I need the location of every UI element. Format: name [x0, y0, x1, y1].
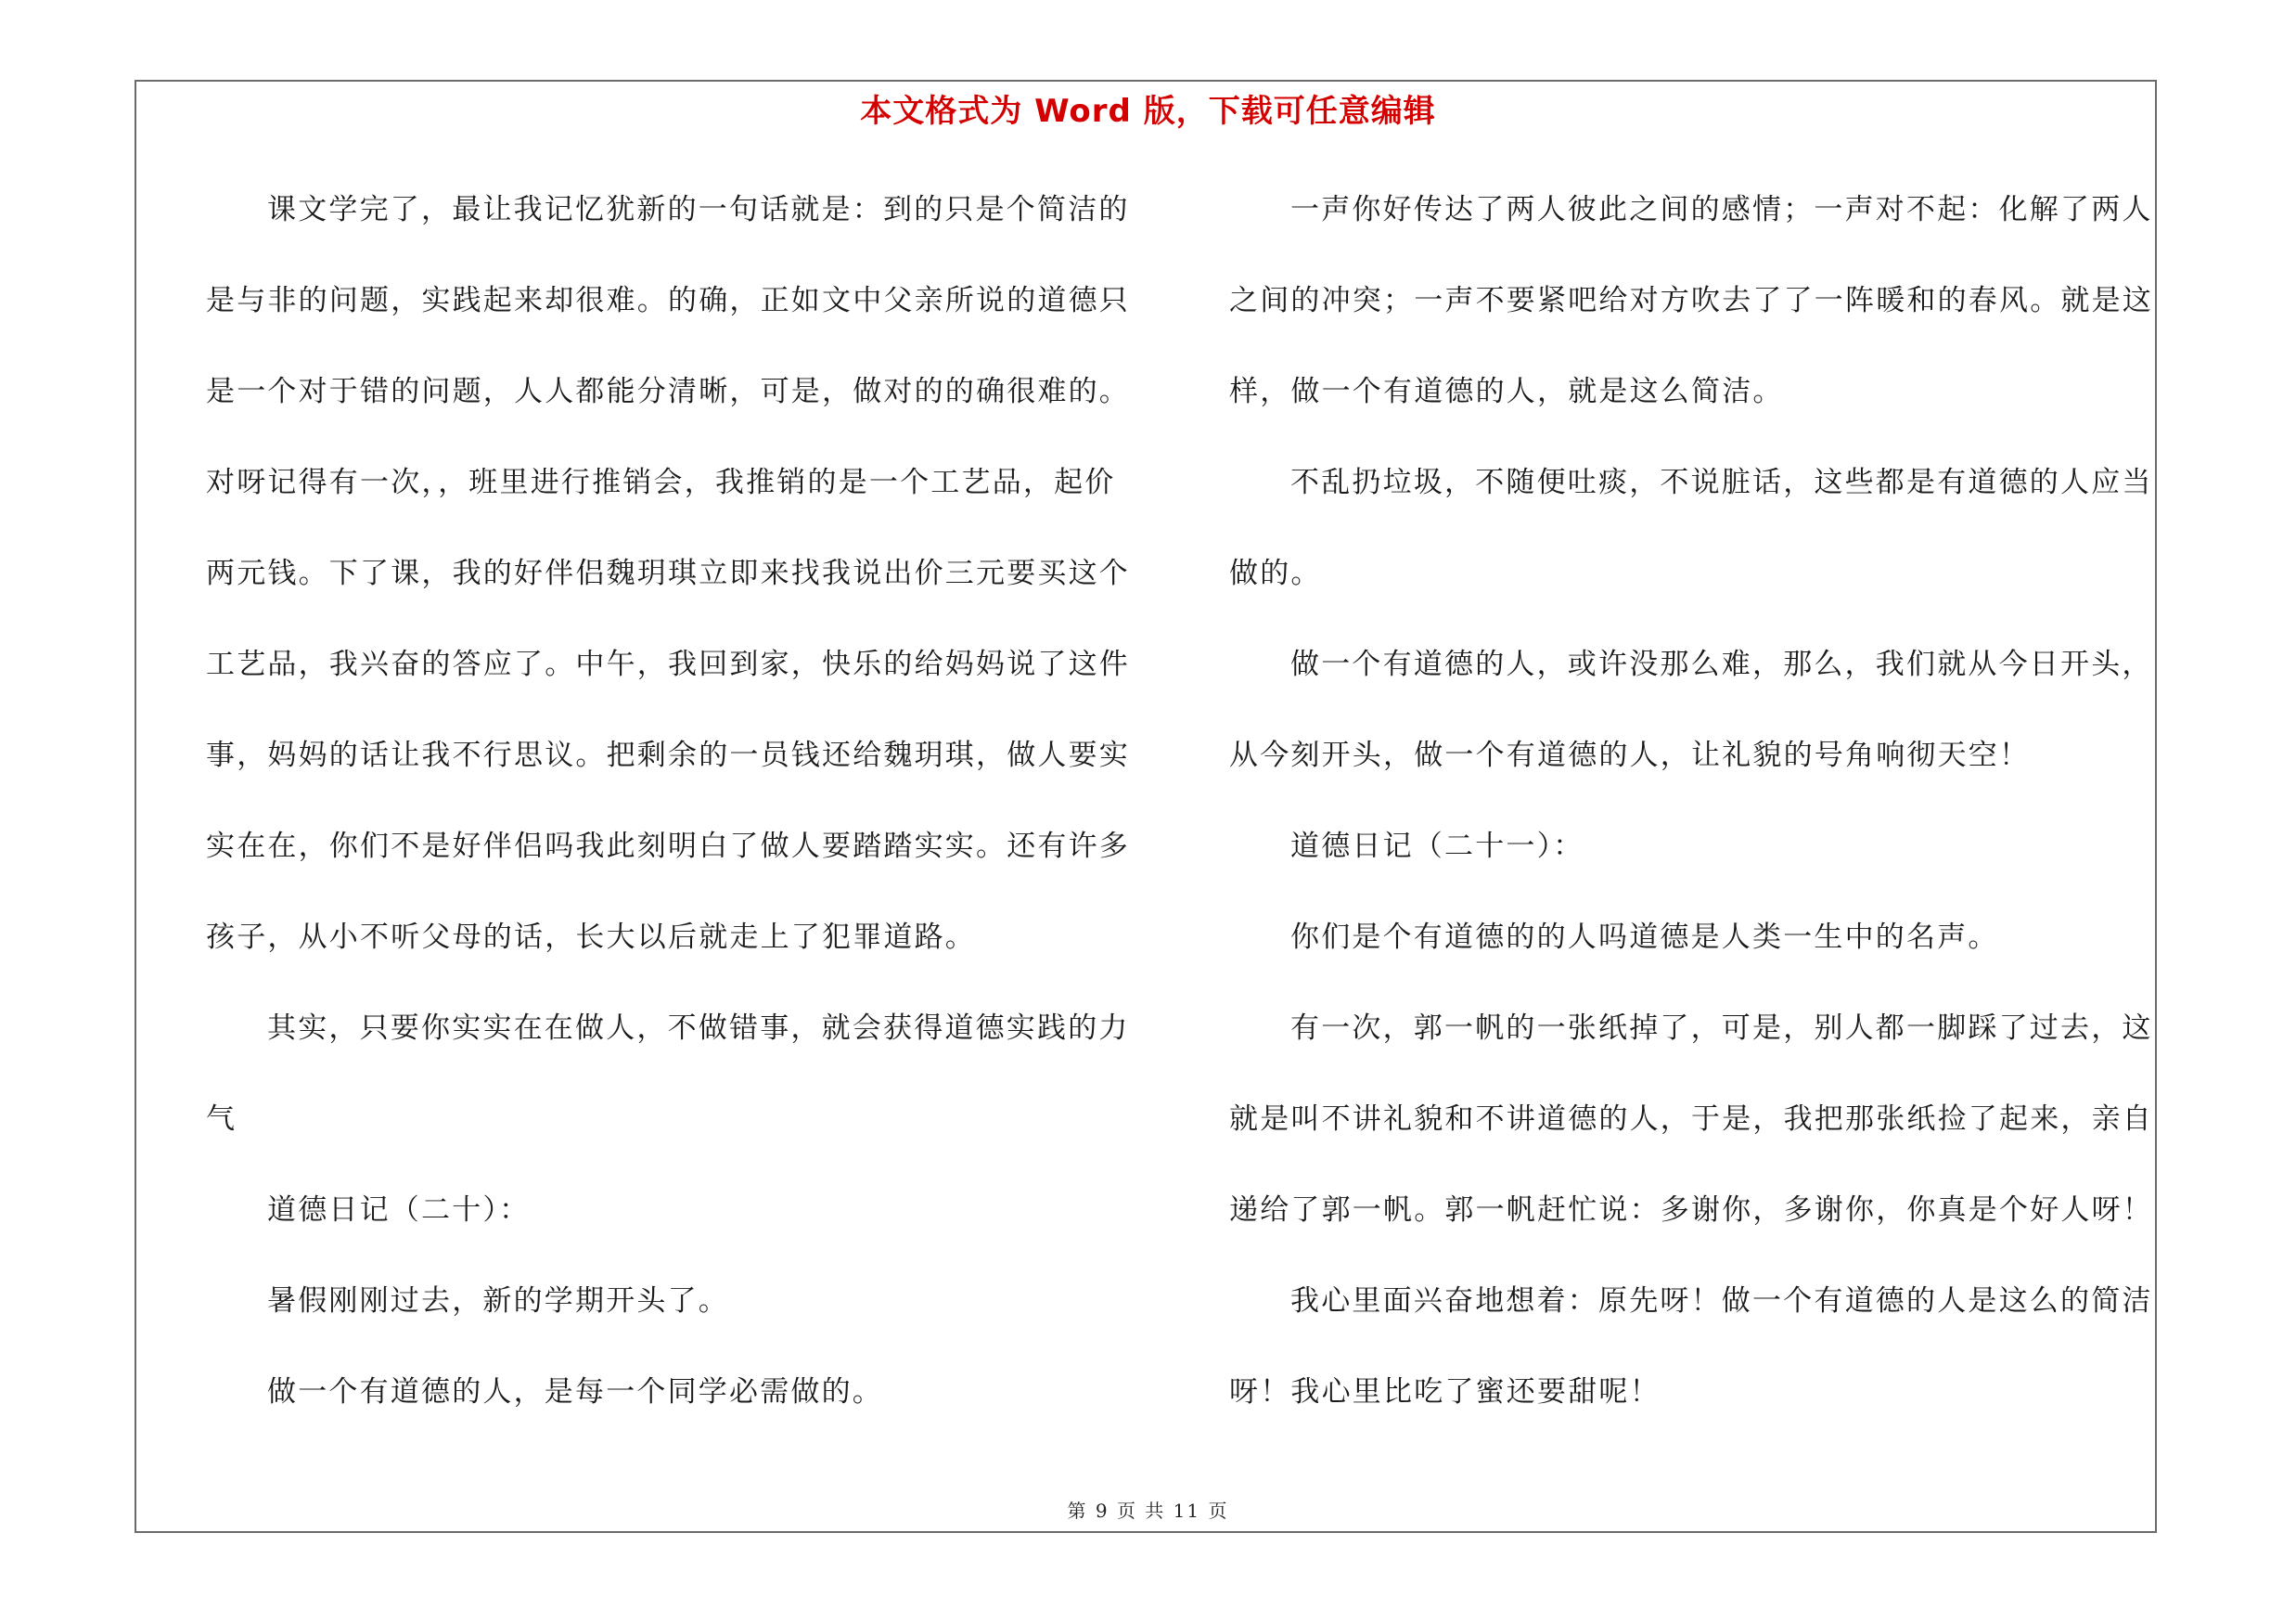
text-line: 课文学完了，最让我记忆犹新的一句话就是：到的只是个简洁的: [267, 193, 1130, 226]
left-text-column: [206, 184, 1134, 1457]
right-text-column: [1229, 184, 2157, 1457]
text-line: 实在在，你们不是好伴侣吗我此刻明白了做人要踏踏实实。还有许多: [206, 830, 1130, 863]
text-line: 一声你好传达了两人彼此之间的感情；一声对不起：化解了两人: [1290, 193, 2153, 226]
text-line: 两元钱。下了课，我的好伴侣魏玥琪立即来找我说出价三元要买这个: [206, 557, 1130, 590]
text-line: 孩子，从小不听父母的话，长大以后就走上了犯罪道路。: [206, 921, 976, 954]
text-line: 事，妈妈的话让我不行思议。把剩余的一员钱还给魏玥琪，做人要实: [206, 739, 1130, 772]
text-line: 我心里面兴奋地想着：原先呀！做一个有道德的人是这么的简洁: [1290, 1284, 2153, 1318]
text-line: 之间的冲突；一声不要紧吧给对方吹去了了一阵暖和的春风。就是这: [1229, 284, 2153, 317]
text-line: 是与非的问题，实践起来却很难。的确，正如文中父亲所说的道德只: [206, 284, 1130, 317]
word-format-banner: 本文格式为 Word 版，下载可任意编辑: [860, 93, 1436, 130]
text-line: 就是叫不讲礼貌和不讲道德的人，于是，我把那张纸捡了起来，亲自: [1229, 1102, 2153, 1136]
text-line: 是一个对于错的问题，人人都能分清晰，可是，做对的的确很难的。: [206, 375, 1130, 408]
page-number-footer: 第 9 页 共 11 页: [1067, 1500, 1229, 1522]
text-line: 做一个有道德的人，是每一个同学必需做的。: [267, 1375, 883, 1409]
text-line: 工艺品，我兴奋的答应了。中午，我回到家，快乐的给妈妈说了这件: [206, 648, 1130, 681]
text-line: 道德日记（二十）：: [267, 1193, 531, 1227]
text-line: 气: [206, 1102, 237, 1136]
text-line: 有一次，郭一帆的一张纸掉了，可是，别人都一脚踩了过去，这: [1290, 1011, 2153, 1045]
text-line: 做一个有道德的人，或许没那么难，那么，我们就从今日开头，: [1290, 648, 2153, 681]
text-line: 你们是个有道德的的人吗道德是人类一生中的名声。: [1290, 921, 1999, 954]
text-line: 递给了郭一帆。郭一帆赶忙说：多谢你，多谢你，你真是个好人呀！: [1229, 1193, 2153, 1227]
text-line: 样，做一个有道德的人，就是这么简洁。: [1229, 375, 1784, 408]
text-line: 呀！我心里比吃了蜜还要甜呢！: [1229, 1375, 1661, 1409]
text-line: 从今刻开头，做一个有道德的人，让礼貌的号角响彻天空！: [1229, 739, 2031, 772]
text-line: 其实，只要你实实在在做人，不做错事，就会获得道德实践的力: [267, 1011, 1130, 1045]
text-line: 对呀记得有一次，，班里进行推销会，我推销的是一个工艺品，起价: [206, 466, 1116, 499]
text-line: 不乱扔垃圾，不随便吐痰，不说脏话，这些都是有道德的人应当: [1290, 466, 2153, 499]
text-line: 暑假刚刚过去，新的学期开头了。: [267, 1284, 729, 1318]
text-line: 道德日记（二十一）：: [1290, 830, 1584, 863]
text-line: 做的。: [1229, 557, 1322, 590]
